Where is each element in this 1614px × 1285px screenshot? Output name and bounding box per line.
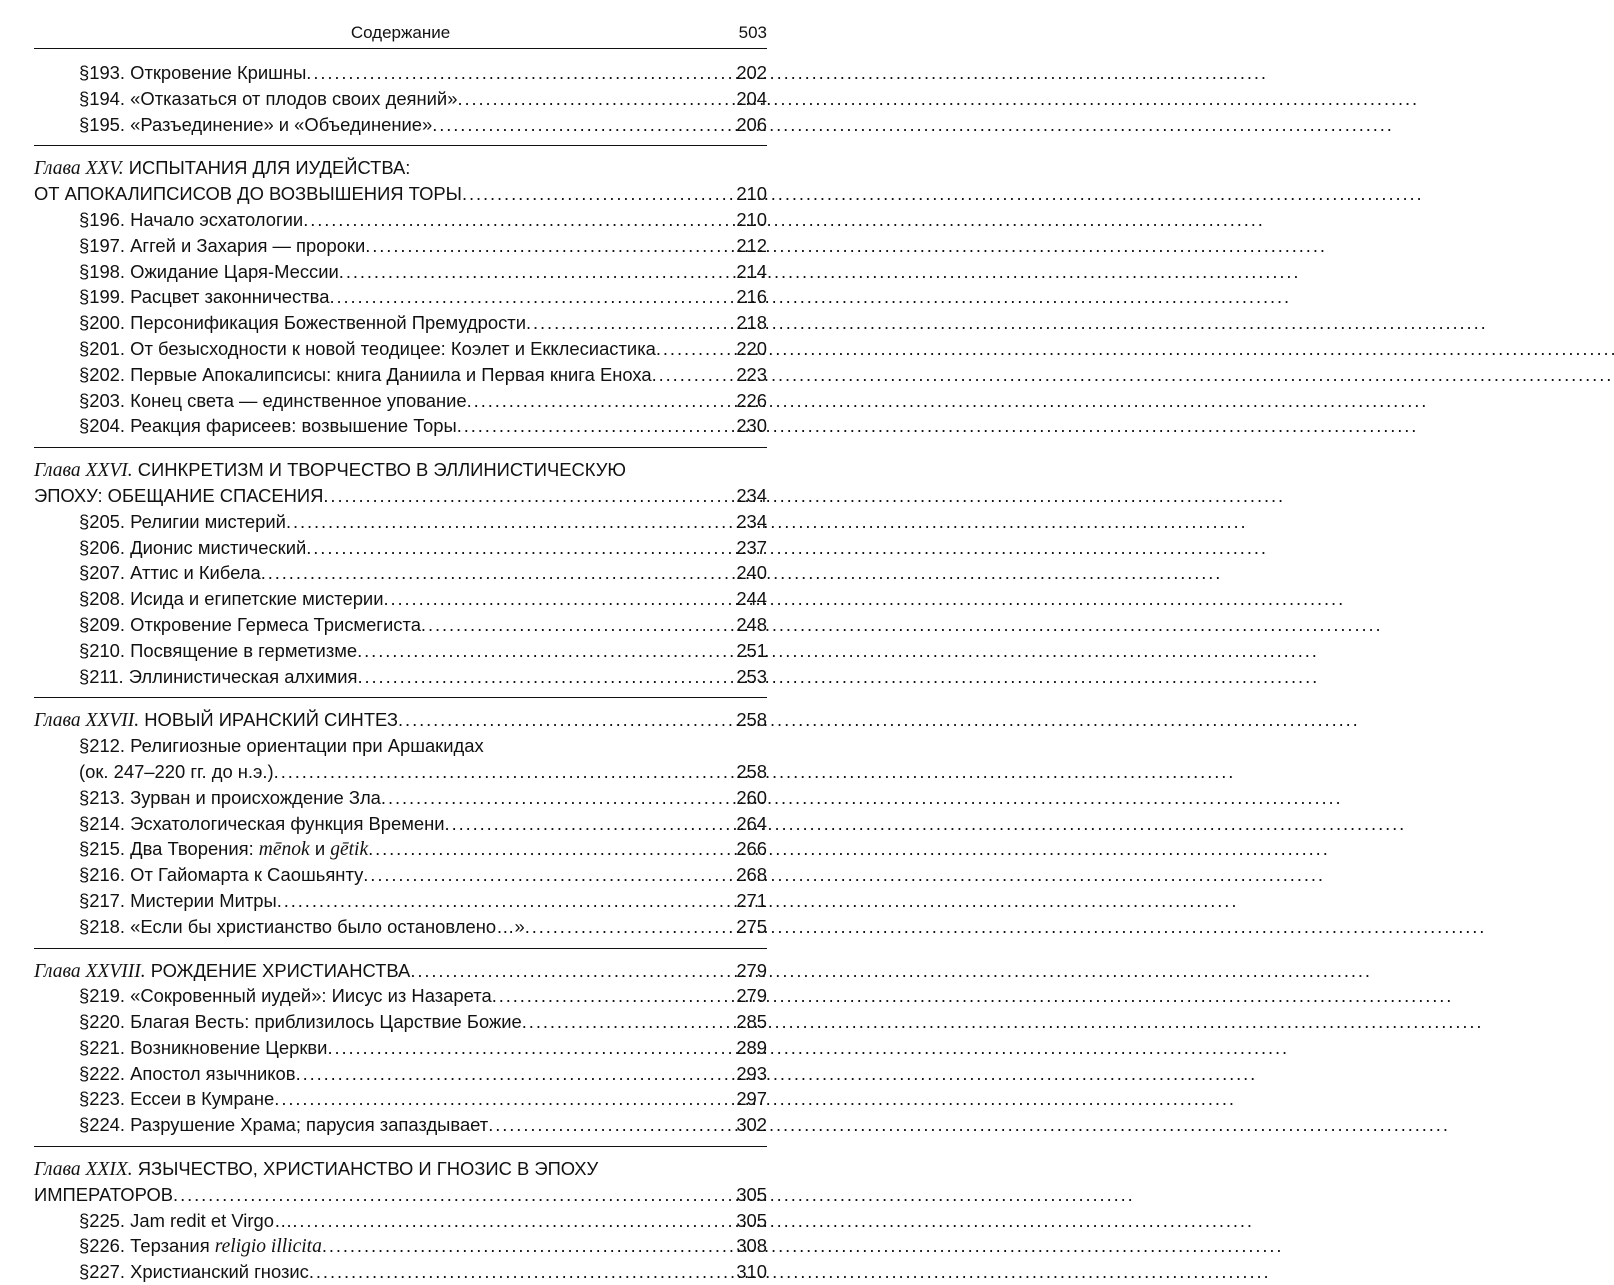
running-header bbox=[34, 22, 767, 49]
toc-chapter-heading-line2[interactable]: ИМПЕРАТОРОВ . . . 305 bbox=[34, 1182, 767, 1208]
table-of-contents bbox=[34, 60, 767, 1285]
chapter-label: Глава XXVII. bbox=[34, 710, 140, 732]
toc-chapter-25 bbox=[34, 145, 767, 439]
toc-page-ref: 258 bbox=[736, 709, 767, 731]
toc-section-entry[interactable]: §219. «Сокровенный иудей»: Иисус из Назарета . . . 279 bbox=[34, 983, 767, 1009]
toc-section-entry-line2[interactable]: (ок. 247–220 гг. до н.э.) . . . 258 bbox=[34, 759, 767, 785]
chapter-label: Глава XXV. bbox=[34, 158, 124, 180]
toc-section-entry-line1[interactable]: §212. Религиозные ориентации при Аршакидах bbox=[79, 735, 484, 757]
page-number: 503 bbox=[738, 23, 767, 42]
toc-chapter-29 bbox=[34, 1146, 767, 1285]
toc-section-entry[interactable]: §226. Терзания religio illicita . . . 308 bbox=[34, 1233, 767, 1259]
chapter-title-line1: РОЖДЕНИЕ ХРИСТИАНСТВА bbox=[150, 959, 411, 981]
toc-section-entry[interactable]: §207. Аттис и Кибела . . . 240 bbox=[34, 560, 767, 586]
toc-chapter-heading[interactable] bbox=[34, 707, 767, 733]
toc-section-entry[interactable]: §215. Два Творения: mēnok и gētik . . . 266 bbox=[34, 836, 767, 862]
running-header-title: Содержание bbox=[350, 23, 451, 42]
toc-section-entry[interactable]: §213. Зурван и происхождение Зла . . . 260 bbox=[34, 785, 767, 811]
toc-section-entry[interactable]: §200. Персонификация Божественной Премудрости . . . 218 bbox=[34, 310, 767, 336]
toc-section-entry[interactable]: §196. Начало эсхатологии . . . 210 bbox=[34, 207, 767, 233]
toc-section-entry[interactable]: §223. Ессеи в Кумране . . . 297 bbox=[34, 1086, 767, 1112]
toc-section-entry[interactable]: §194. «Отказаться от плодов своих деяний» . . . 204 bbox=[34, 86, 767, 112]
toc-section-entry[interactable]: §210. Посвящение в герметизме . . . 251 bbox=[34, 638, 767, 664]
toc-section-entry[interactable]: §217. Мистерии Митры . . . 271 bbox=[34, 888, 767, 914]
toc-section-entry[interactable]: §211. Эллинистическая алхимия . . . 253 bbox=[34, 664, 767, 690]
toc-chapter-heading[interactable] bbox=[34, 958, 767, 984]
toc-page-ref: 210 bbox=[736, 183, 767, 205]
chapter-title-line1: ИСПЫТАНИЯ ДЛЯ ИУДЕЙСТВА: bbox=[128, 157, 411, 179]
toc-section-entry[interactable]: §216. От Гайомарта к Саошьянту . . . 268 bbox=[34, 862, 767, 888]
book-page bbox=[0, 0, 791, 1283]
toc-section-entry[interactable]: §221. Возникновение Церкви . . . 289 bbox=[34, 1035, 767, 1061]
toc-section-entry[interactable]: §202. Первые Апокалипсисы: книга Даниила и Первая книга Еноха . . . 223 bbox=[34, 362, 767, 388]
toc-page-ref: 204 bbox=[736, 87, 767, 109]
chapter-title-line1: ЯЗЫЧЕСТВО, ХРИСТИАНСТВО И ГНОЗИС В ЭПОХУ bbox=[137, 1158, 599, 1180]
chapter-label: Глава XXIX. bbox=[34, 1159, 133, 1181]
toc-chapter-heading-line2[interactable]: ОТ АПОКАЛИПСИСОВ ДО ВОЗВЫШЕНИЯ ТОРЫ . . . 210 bbox=[34, 181, 767, 207]
toc-section-entry[interactable]: §208. Исида и египетские мистерии . . . 244 bbox=[34, 586, 767, 612]
toc-chapter-26 bbox=[34, 447, 767, 689]
toc-section-entry[interactable]: §193. Откровение Кришны . . . 202 bbox=[34, 60, 767, 86]
toc-section-entry[interactable]: §225. Jam redit et Virgo… . . . 305 bbox=[34, 1208, 767, 1234]
chapter-title-line1: НОВЫЙ ИРАНСКИЙ СИНТЕЗ bbox=[144, 709, 399, 731]
chapter-label: Глава XXVIII. bbox=[34, 960, 146, 982]
toc-chapter-heading-line2[interactable]: ЭПОХУ: ОБЕЩАНИЕ СПАСЕНИЯ . . . 234 bbox=[34, 483, 767, 509]
toc-section-entry[interactable]: §205. Религии мистерий . . . 234 bbox=[34, 509, 767, 535]
toc-chapter-heading[interactable] bbox=[34, 1156, 767, 1182]
toc-chapter-27 bbox=[34, 697, 767, 939]
toc-section-entry[interactable]: §222. Апостол язычников . . . 293 bbox=[34, 1061, 767, 1087]
toc-section-entry[interactable]: §195. «Разъединение» и «Объединение» . . . 206 bbox=[34, 112, 767, 138]
toc-section-entry[interactable]: §199. Расцвет законничества . . . 216 bbox=[34, 284, 767, 310]
toc-page-ref: 279 bbox=[736, 959, 767, 981]
toc-page-ref: 305 bbox=[736, 1183, 767, 1205]
toc-section-entry[interactable]: §203. Конец света — единственное упование . . . 226 bbox=[34, 388, 767, 414]
toc-chapter-28 bbox=[34, 948, 767, 1139]
toc-section-entry[interactable]: §227. Христианский гнозис . . . 310 bbox=[34, 1259, 767, 1285]
toc-section-entry[interactable]: §224. Разрушение Храма; парусия запаздывает . . . 302 bbox=[34, 1112, 767, 1138]
toc-chapter-heading[interactable] bbox=[34, 155, 767, 181]
toc-section-entry[interactable]: §204. Реакция фарисеев: возвышение Торы . . . 230 bbox=[34, 413, 767, 439]
toc-page-ref: 206 bbox=[736, 113, 767, 135]
toc-section-entry[interactable]: §206. Дионис мистический . . . 237 bbox=[34, 535, 767, 561]
toc-section-entry[interactable]: §218. «Если бы христианство было остановлено…» . . . 275 bbox=[34, 914, 767, 940]
chapter-title-line1: СИНКРЕТИЗМ И ТВОРЧЕСТВО В ЭЛЛИНИСТИЧЕСКУЮ bbox=[137, 459, 626, 481]
toc-section-entry[interactable]: §220. Благая Весть: приблизилось Царствие Божие . . . 285 bbox=[34, 1009, 767, 1035]
toc-page-ref: 202 bbox=[736, 62, 767, 83]
toc-block-continuation bbox=[34, 60, 767, 137]
toc-section-entry[interactable]: §214. Эсхатологическая функция Времени . . . 264 bbox=[34, 811, 767, 837]
toc-section-entry[interactable]: §197. Аггей и Захария — пророки . . . 212 bbox=[34, 233, 767, 259]
toc-section-entry[interactable]: §209. Откровение Гермеса Трисмегиста . . . 248 bbox=[34, 612, 767, 638]
toc-page-ref: 234 bbox=[736, 484, 767, 506]
toc-chapter-heading[interactable] bbox=[34, 457, 767, 483]
chapter-label: Глава XXVI. bbox=[34, 460, 133, 482]
toc-section-entry[interactable]: §198. Ожидание Царя-Мессии . . . 214 bbox=[34, 259, 767, 285]
toc-section-entry[interactable]: §201. От безысходности к новой теодицее: Коэлет и Екклесиастика . . . 220 bbox=[34, 336, 767, 362]
